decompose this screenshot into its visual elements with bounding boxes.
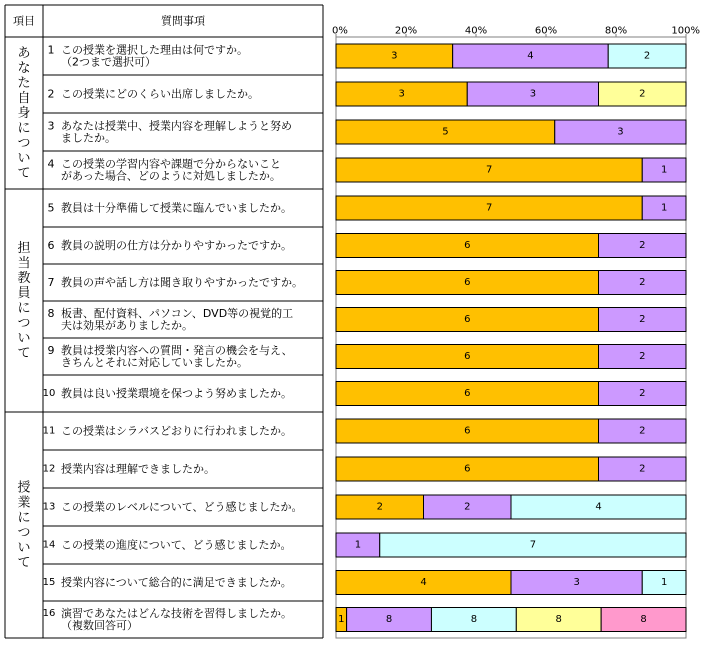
question-text: 教員は十分準備して授業に臨んでいましたか。 [61, 201, 292, 215]
bar-segment-label: 1 [660, 202, 668, 214]
group-title: 担当教員について [17, 240, 31, 361]
question-number: 12 [42, 463, 56, 475]
question-text: 教員は良い授業環境を保つよう努めましたか。 [61, 387, 292, 400]
question-text: ましたか。 [61, 131, 116, 145]
question-text: この授業にどのくらい出席しましたか。 [61, 87, 259, 101]
bar-segment-label: 4 [595, 501, 602, 513]
question-number: 14 [42, 539, 56, 551]
question-number: 7 [47, 276, 55, 289]
axis-tick-label: 40% [464, 25, 488, 37]
bar-segment-label: 4 [420, 577, 427, 588]
axis-tick-label: 0% [332, 25, 348, 37]
bar-segment-label: 2 [639, 314, 646, 325]
header-question: 質問事項 [161, 14, 205, 28]
header-category: 項目 [13, 14, 35, 28]
axis-tick-label: 60% [534, 25, 558, 37]
question-text: 演習であなたはどんな技術を習得しましたか。 [61, 607, 292, 620]
bar-segment-label: 1 [354, 539, 362, 551]
bar-segment-label: 1 [338, 614, 345, 625]
question-text: があった場合、どのように対処しましたか。 [61, 169, 281, 183]
question-text: この授業の学習内容や課題で分からないこと [61, 157, 281, 171]
bar-segment-label: 2 [639, 277, 646, 288]
bar-segment-label: 7 [485, 202, 493, 214]
bar-segment-label: 6 [464, 463, 471, 475]
question-text: （2つまで選択可） [61, 55, 156, 69]
bar-segment-label: 2 [376, 501, 383, 513]
bar-segment-label: 7 [529, 539, 537, 551]
question-number: 2 [47, 87, 55, 101]
bar-segment-label: 2 [639, 88, 646, 100]
question-text: 教員の声や話し方は聞き取りやすかったですか。 [61, 276, 303, 289]
axis-tick-label: 20% [394, 25, 418, 37]
question-text: （複数回答可） [61, 619, 138, 632]
question-number: 6 [47, 239, 55, 252]
bar-segment-label: 1 [660, 577, 668, 588]
question-number: 9 [47, 344, 55, 357]
bar-segment-label: 6 [464, 277, 471, 288]
question-text: この授業を選択した理由は何ですか。 [61, 43, 248, 57]
question-number: 3 [47, 119, 55, 133]
question-text: この授業のレベルについて、どう感じましたか。 [61, 500, 303, 514]
question-number: 5 [47, 201, 55, 215]
bar-segment-label: 2 [639, 425, 646, 437]
axis-tick-label: 80% [604, 25, 628, 37]
bar-segment-label: 7 [485, 164, 493, 176]
question-text: この授業の進度について、どう感じましたか。 [61, 538, 292, 552]
question-text: 授業内容について総合的に満足できましたか。 [61, 576, 292, 589]
question-number: 11 [42, 425, 56, 437]
bar-segment-label: 8 [555, 614, 562, 625]
bar-segment-label: 3 [617, 126, 624, 138]
bar-segment-label: 2 [643, 50, 651, 62]
bar-segment-label: 2 [639, 351, 646, 362]
bar-segment-label: 8 [470, 614, 478, 625]
bar-segment-label: 6 [464, 388, 471, 399]
question-text: あなたは授業中、授業内容を理解しようと努め [61, 119, 292, 133]
bar-segment-label: 2 [639, 388, 646, 399]
question-text: 教員は授業内容への質問・発言の機会を与え、 [61, 344, 293, 357]
question-number: 16 [42, 608, 56, 619]
question-number: 1 [47, 43, 55, 57]
bar-segment-label: 6 [464, 351, 471, 362]
question-number: 13 [42, 501, 56, 513]
bar-segment-label: 8 [640, 614, 647, 625]
bar-segment-label: 3 [529, 88, 537, 100]
axis-tick-label: 100% [671, 25, 700, 37]
bar-segment-label: 3 [398, 88, 405, 100]
question-text: 板書、配付資料、パソコン、DVD等の視覚的工 [61, 307, 294, 320]
question-number: 8 [47, 307, 55, 320]
question-text: 授業内容は理解できましたか。 [61, 462, 215, 476]
bar-segment-label: 4 [527, 50, 534, 62]
bar-segment-label: 2 [639, 240, 646, 251]
question-text: この授業はシラバスどおりに行われましたか。 [61, 424, 292, 438]
question-number: 15 [42, 577, 56, 588]
bar-segment-label: 6 [464, 240, 471, 251]
bar-segment-label: 3 [573, 577, 580, 588]
question-number: 10 [42, 388, 56, 399]
bar-segment-label: 2 [464, 501, 471, 513]
group-title: あなた自身について [17, 45, 31, 181]
group-title: 授業について [17, 480, 31, 570]
question-text: 教員の説明の仕方は分かりやすかったですか。 [61, 239, 292, 252]
bar-segment-label: 5 [442, 126, 449, 138]
question-number: 4 [47, 157, 55, 171]
question-text: きちんとそれに対応していましたか。 [61, 356, 248, 369]
bar-segment-label: 3 [391, 50, 398, 62]
bar-segment-label: 6 [464, 314, 471, 325]
question-text: 夫は効果がありましたか。 [61, 319, 193, 332]
bar-segment-label: 6 [464, 425, 471, 437]
bar-segment-label: 2 [639, 463, 646, 475]
bar-segment-label: 8 [385, 614, 393, 625]
bar-segment-label: 1 [660, 164, 668, 176]
